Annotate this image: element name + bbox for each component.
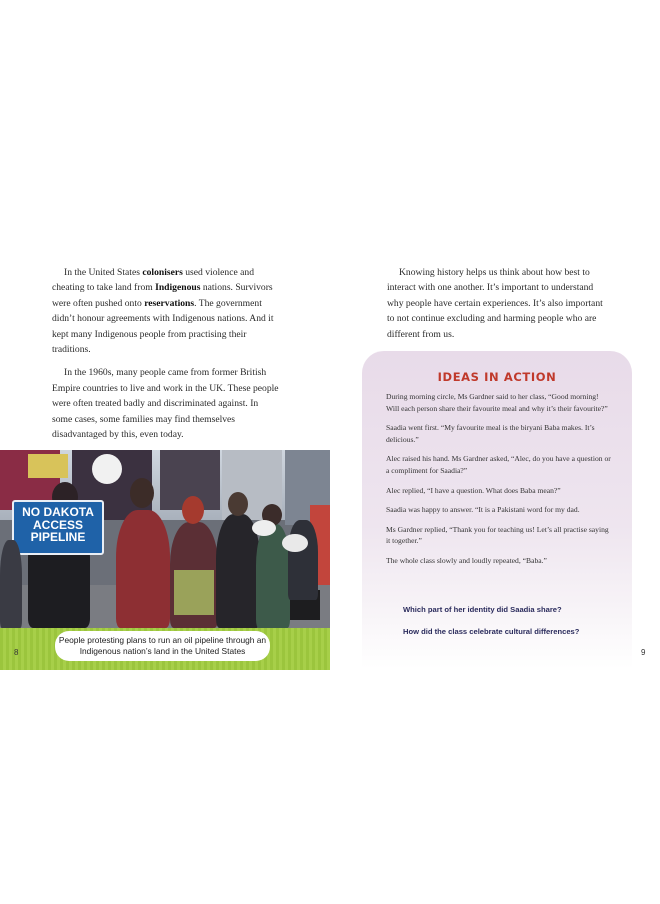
trousers (174, 570, 214, 615)
term-colonisers: colonisers (142, 267, 183, 278)
story-paragraph: Saadia was happy to answer. “It is a Pakistani word for my dad. (386, 505, 580, 515)
term-indigenous: Indigenous (155, 282, 201, 294)
term-reservations: reservations (144, 297, 195, 309)
paragraph-colonisers: In the United States colonisers used violence and cheating to take land from Indigenous nations. Survivors were often pushed onto reservations. The government didn’t honour agreements with Indigenous nations. And it kept many Indigenous people from practising their traditions. (52, 267, 274, 356)
left-page-text (52, 265, 280, 450)
right-page-intro (387, 265, 607, 342)
photo-caption: People protesting plans to run an oil pipeline through an Indigenous nation’s land in the United States (55, 631, 270, 661)
discussion-question: Which part of her identity did Saadia share? (403, 605, 562, 614)
protest-photo (0, 450, 330, 628)
ideas-story (386, 391, 612, 575)
protester-head (130, 478, 154, 508)
bystander (0, 540, 22, 628)
story-paragraph: Alec raised his hand. Ms Gardner asked, “Alec, do you have a question or a compliment for Saadia?” (386, 454, 611, 475)
book-spread (0, 255, 660, 675)
tagline-logo (92, 454, 122, 484)
ideas-in-action-box (362, 351, 632, 669)
story-paragraph: During morning circle, Ms Gardner said to her class, “Good morning! Will each person share their favourite meal and why it’s their favourite?” (386, 392, 608, 413)
hand-drum (252, 520, 276, 536)
protester-head (228, 492, 248, 516)
protester-head (182, 496, 204, 524)
story-paragraph: Alec replied, “I have a question. What does Baba mean?” (386, 485, 561, 495)
story-paragraph: The whole class slowly and loudly repeated, “Baba.” (386, 555, 547, 565)
no-dakota-access-pipeline-sign: NO DAKOTA ACCESS PIPELINE (12, 500, 104, 555)
page-number-right: 9 (641, 648, 646, 657)
hand-drum (282, 534, 308, 552)
billboard (28, 454, 68, 478)
paragraph-history: Knowing history helps us think about how best to interact with one another. It’s important to understand why people have certain experiences. It’s also important to not continue excluding and harming people who are different from us. (387, 267, 603, 340)
discussion-question: How did the class celebrate cultural differences? (403, 627, 580, 636)
protester (116, 510, 170, 628)
protester (288, 520, 318, 600)
story-paragraph: Saadia went first. “My favourite meal is the biryani Baba makes. It’s delicious.” (386, 423, 595, 444)
page-number-left: 8 (14, 648, 19, 657)
ideas-in-action-title: IDEAS IN ACTION (437, 370, 557, 384)
paragraph-1960s: In the 1960s, many people came from former British Empire countries to live and work in the UK. These people were often treated badly and discriminated against. In some cases, some families may find themselves disadvantaged by this, even today. (52, 367, 279, 441)
story-paragraph: Ms Gardner replied, “Thank you for teaching us! Let’s all practise saying it together.” (386, 524, 609, 546)
